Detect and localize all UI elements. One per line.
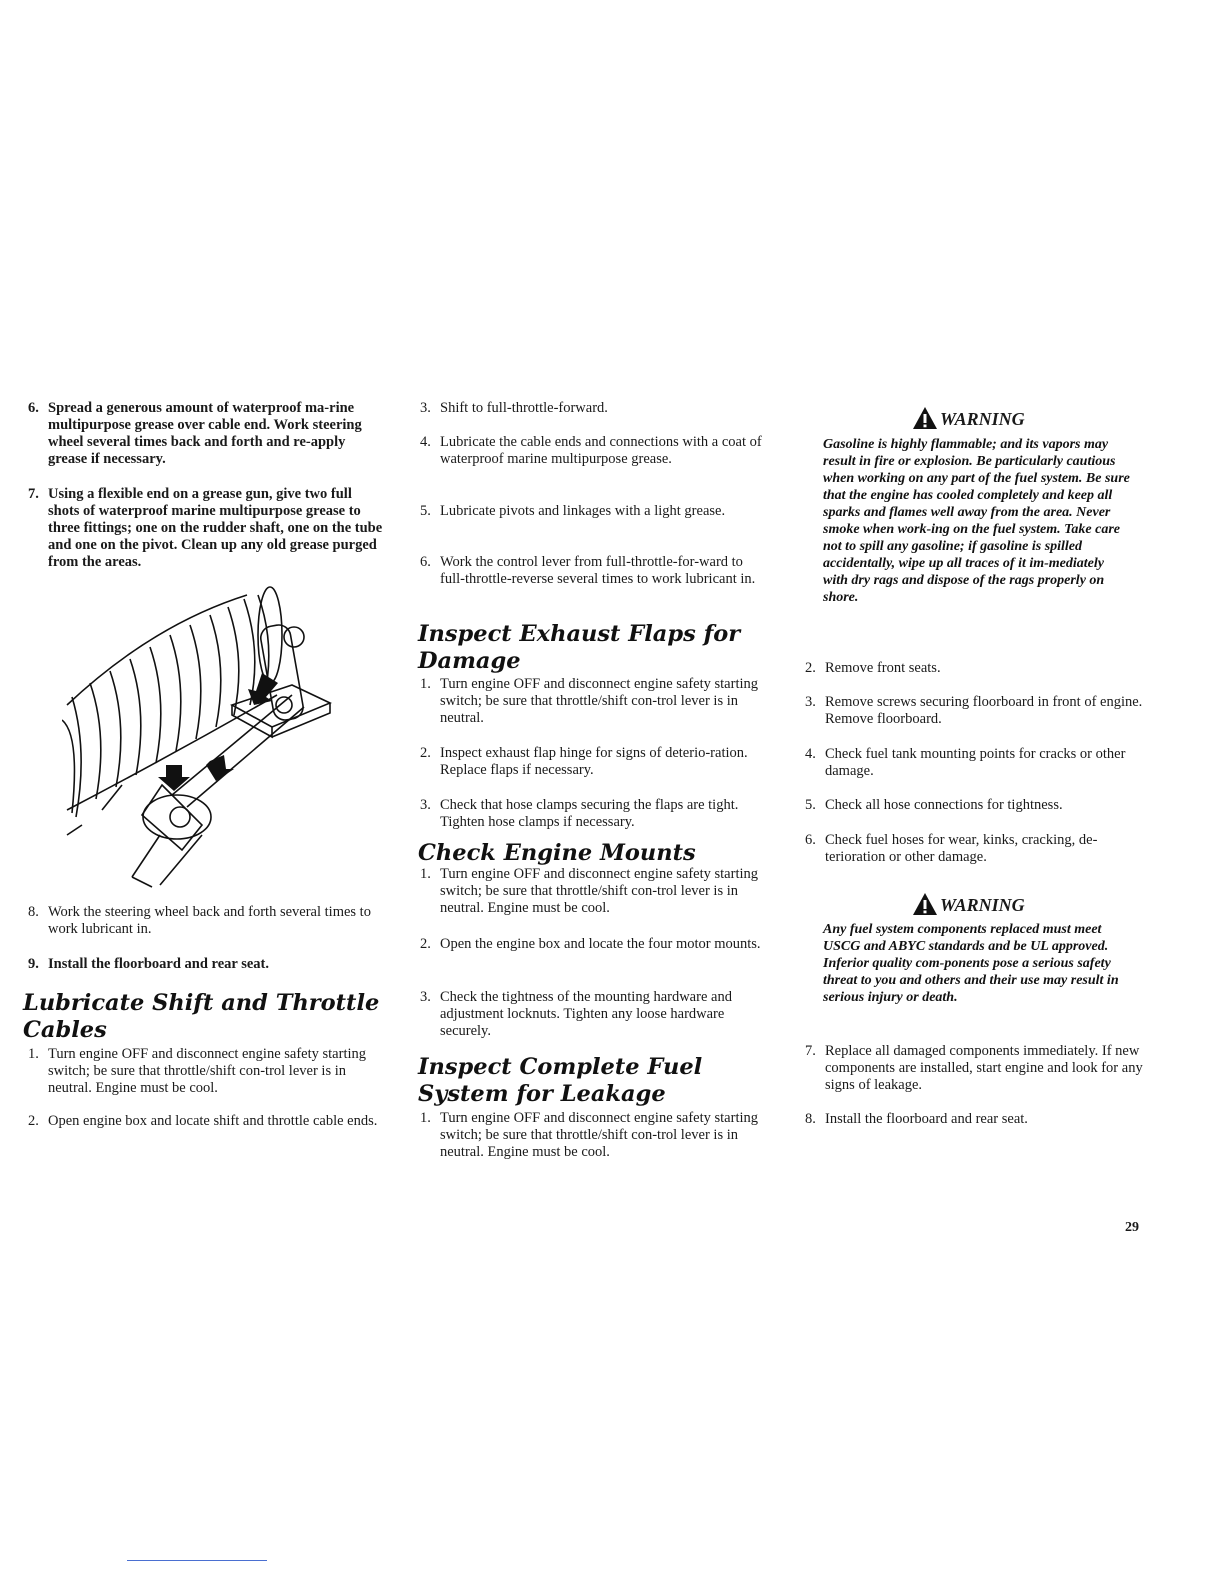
step-number: 5. [805,797,816,813]
step-number: 1. [420,1110,431,1126]
step-text: Spread a generous amount of waterproof ma-rine multipurpose grease over cable end. Work steering wheel several times back and forth and re-apply grease if necessary. [48,400,362,467]
step-number: 6. [805,832,816,848]
step-text: Check that hose clamps securing the flaps are tight. Tighten hose clamps if necessary. [440,797,739,830]
step-item [805,1111,1145,1128]
step-item [28,486,386,571]
step-text: Shift to full-throttle-forward. [440,400,608,416]
footer-rule [127,1560,267,1561]
step-item [28,1113,383,1130]
warning-label: WARNING [940,409,1025,429]
step-number: 1. [420,676,431,692]
step-text: Turn engine OFF and disconnect engine safety starting switch; be sure that throttle/shift con-trol lever is in neutral. Engine must be cool. [440,1110,759,1160]
step-number: 1. [28,1046,39,1062]
step-text: Check fuel tank mounting points for cracks or other damage. [825,746,1126,779]
step-number: 2. [420,936,431,952]
step-item [420,554,770,588]
step-number: 7. [805,1043,816,1059]
warning-heading [912,892,1025,916]
section-heading: Inspect Complete Fuel System for Leakage [418,1054,703,1107]
step-text: Lubricate the cable ends and connections with a coat of waterproof marine multipurpose grease. [440,434,762,467]
step-number: 3. [420,797,431,813]
step-item [805,832,1145,866]
warning-heading [912,406,1025,430]
step-text: Install the floorboard and rear seat. [48,956,269,972]
step-text: Open engine box and locate shift and throttle cable ends. [48,1113,378,1129]
step-item [420,676,770,727]
step-item [805,797,1145,814]
step-text: Remove front seats. [825,660,941,676]
step-number: 1. [420,866,431,882]
step-number: 7. [28,486,39,502]
step-text: Turn engine OFF and disconnect engine safety starting switch; be sure that throttle/shift con-trol lever is in neutral. Engine must be cool. [48,1046,367,1096]
step-item [805,746,1145,780]
section-heading: Lubricate Shift and Throttle Cables [23,990,380,1043]
step-text: Check fuel hoses for wear, kinks, cracking, de-terioration or other damage. [825,832,1098,865]
step-number: 6. [420,554,431,570]
step-number: 3. [420,400,431,416]
section-heading: Check Engine Mounts [418,840,696,866]
step-text: Check all hose connections for tightness. [825,797,1063,813]
warning-icon [912,892,938,916]
warning-icon [912,406,938,430]
step-number: 8. [28,904,39,920]
step-text: Replace all damaged components immediately. If new components are installed, start engine and look for any signs of leakage. [825,1043,1143,1093]
step-number: 5. [420,503,431,519]
warning-text: Any fuel system components replaced must meet USCG and ABYC standards and be UL approved. Inferior quality com-ponents pose a serious safety threat to you and others and their use may result in serious injury or death. [823,922,1119,1005]
step-item [28,1046,383,1097]
step-item [805,1043,1145,1094]
grease-fitting-illustration [62,585,382,890]
section-heading: Inspect Exhaust Flaps for Damage [418,621,741,674]
step-text: Remove screws securing floorboard in front of engine. Remove floorboard. [825,694,1143,727]
step-number: 2. [28,1113,39,1129]
step-item [28,400,383,468]
step-number: 3. [420,989,431,1005]
step-item [420,434,770,468]
step-item [420,745,770,779]
step-number: 4. [420,434,431,450]
step-item [420,400,770,417]
step-item [420,797,770,831]
step-number: 8. [805,1111,816,1127]
step-item [420,936,770,953]
step-item [805,660,1145,677]
warning-label: WARNING [940,895,1025,915]
step-number: 4. [805,746,816,762]
step-item [420,503,750,520]
step-item [420,1110,770,1161]
step-text: Using a flexible end on a grease gun, give two full shots of waterproof marine multipurpose grease to three fittings; one on the rudder shaft, one on the tube and one on the pivot. Clean up any old grease purged from the areas. [48,486,383,570]
step-number: 6. [28,400,39,416]
page-number: 29 [1125,1220,1139,1235]
step-text: Work the control lever from full-throttle-for-ward to full-throttle-reverse several times to work lubricant in. [440,554,756,587]
step-item [420,866,770,917]
step-item [28,956,388,973]
step-text: Turn engine OFF and disconnect engine safety starting switch; be sure that throttle/shift con-trol lever is in neutral. Engine must be cool. [440,866,759,916]
warning-text: Gasoline is highly flammable; and its vapors may result in fire or explosion. Be particularly cautious when working on any part of the fuel system. Be sure that the engine has cooled completely and keep all sparks and flames well away from the area. Never smoke when work-ing on the fuel system. Take care not to spill any gasoline; if gasoline is spilled accidentally, wipe up all traces of it im-mediately with dry rags and dispose of the rags properly on shore. [823,437,1130,605]
step-item [805,694,1145,728]
step-number: 3. [805,694,816,710]
step-text: Work the steering wheel back and forth several times to work lubricant in. [48,904,371,937]
step-text: Turn engine OFF and disconnect engine safety starting switch; be sure that throttle/shift con-trol lever is in neutral. [440,676,759,726]
step-number: 2. [420,745,431,761]
step-number: 2. [805,660,816,676]
step-item [28,904,388,938]
step-item [420,989,770,1040]
step-number: 9. [28,956,39,972]
step-text: Install the floorboard and rear seat. [825,1111,1028,1127]
step-text: Lubricate pivots and linkages with a light grease. [440,503,726,519]
step-text: Open the engine box and locate the four motor mounts. [440,936,761,952]
step-text: Inspect exhaust flap hinge for signs of deterio-ration. Replace flaps if necessary. [440,745,748,778]
step-text: Check the tightness of the mounting hardware and adjustment locknuts. Tighten any loose hardware securely. [440,989,732,1039]
